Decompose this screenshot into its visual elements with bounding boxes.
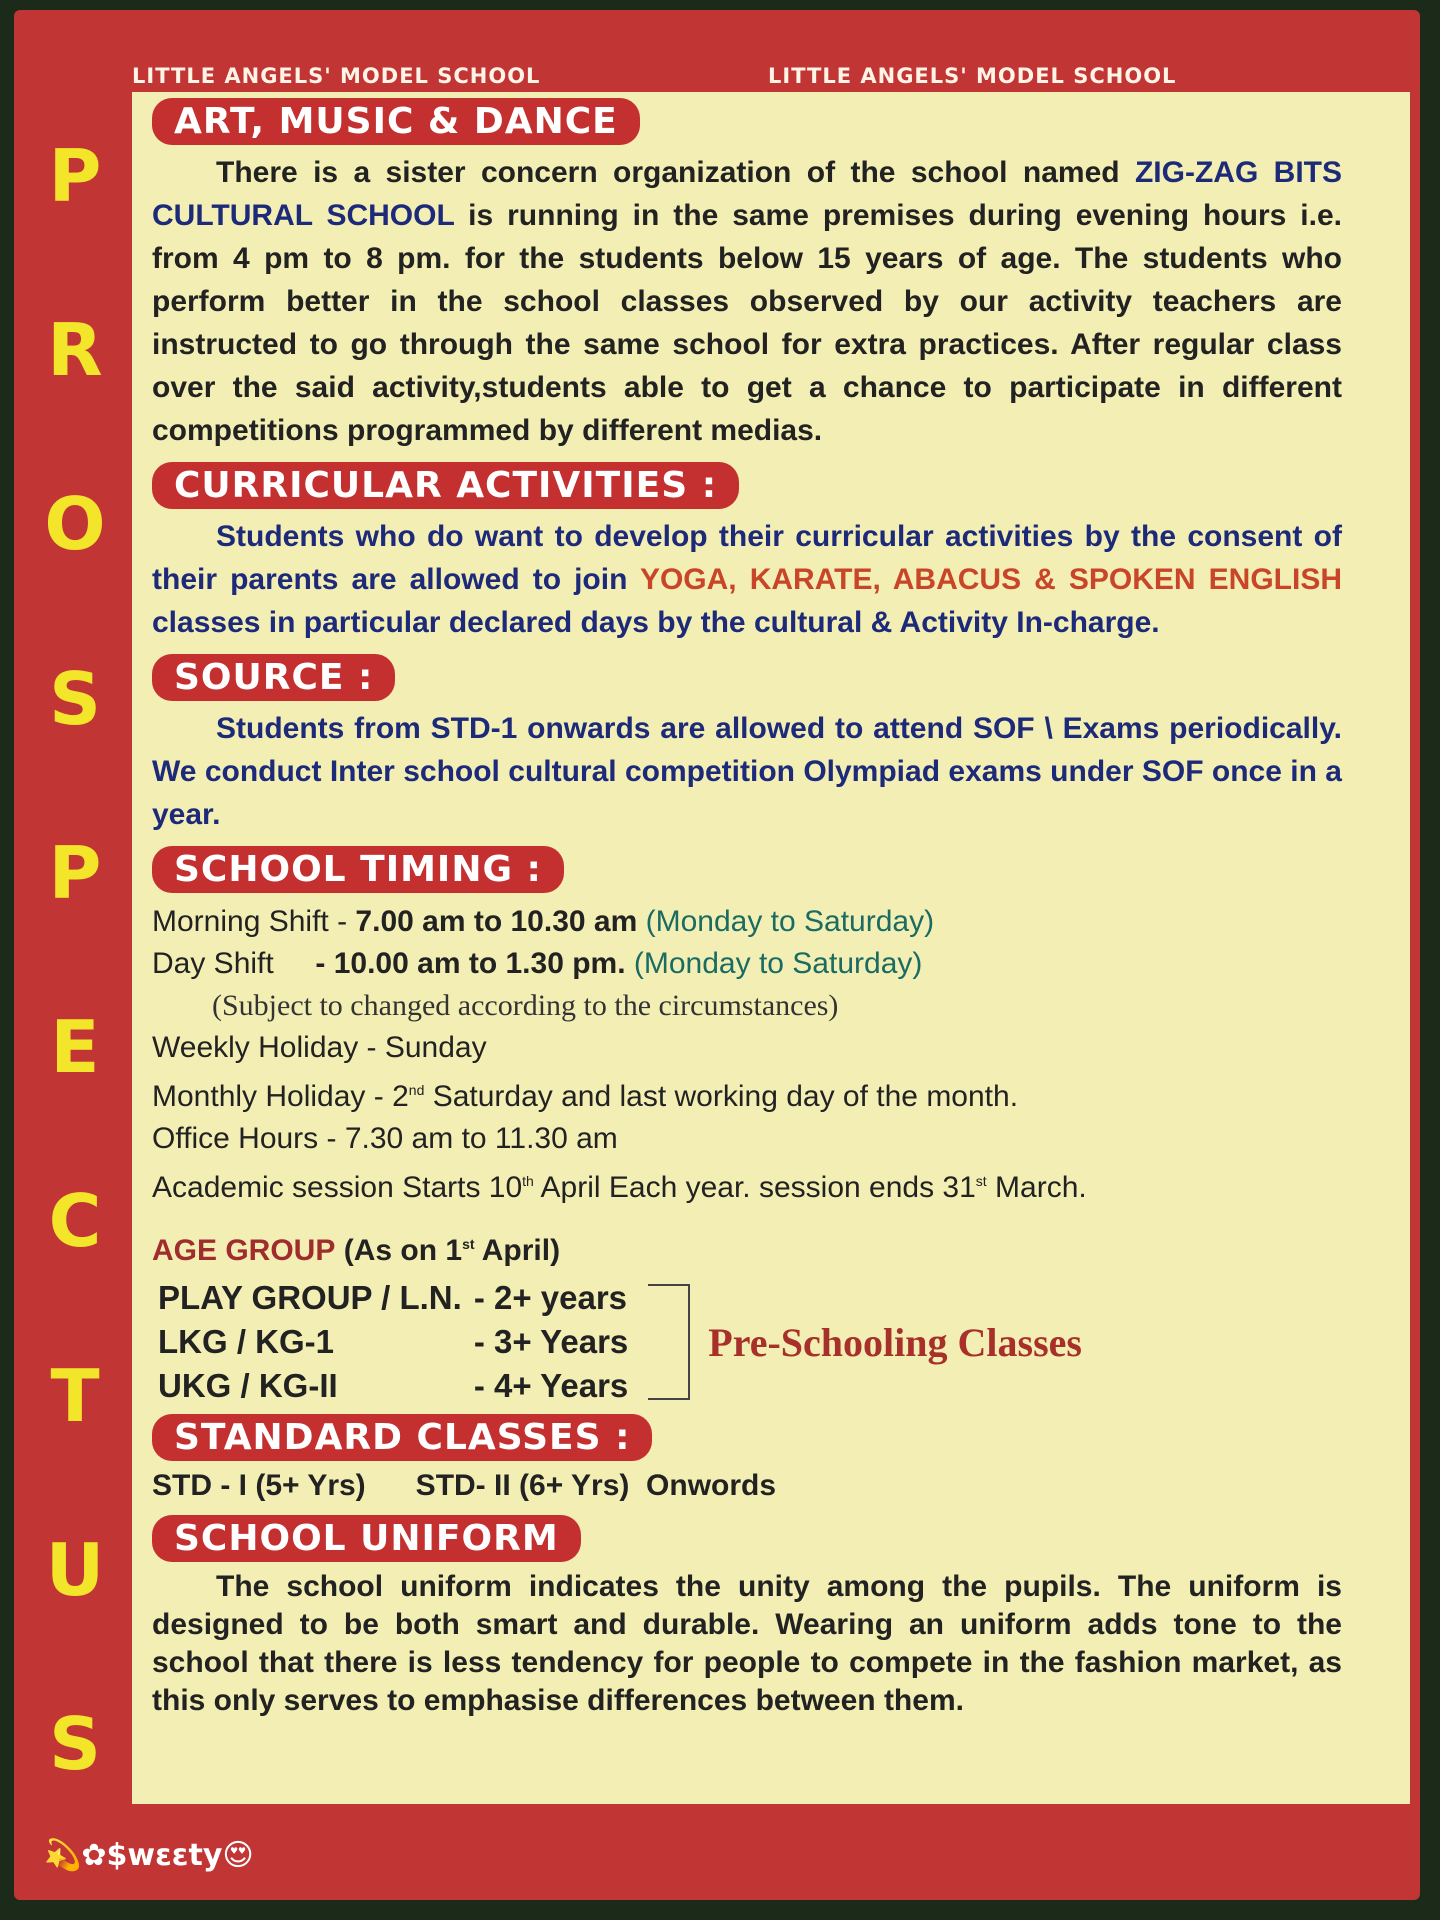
side-letter: P — [48, 830, 102, 915]
side-letter: C — [48, 1179, 102, 1264]
art-music-dance-heading: ART, MUSIC & DANCE — [152, 98, 640, 145]
weekly-holiday: Weekly Holiday - Sunday — [152, 1031, 487, 1064]
side-letter: E — [50, 1005, 100, 1090]
standard-classes-heading: STANDARD CLASSES : — [152, 1414, 652, 1461]
curricular-paragraph: Students who do want to develop their curricular activities by the consent of their parents are allowed to join YOGA, KARATE, ABACUS & SPOKEN ENGLISH classes in particular declared days by the cultural & Activity In-charge. — [152, 520, 1342, 639]
side-letter: S — [49, 656, 101, 741]
table-row: PLAY GROUP / L.N. - 2+ years — [158, 1279, 628, 1316]
school-uniform-heading: SCHOOL UNIFORM — [152, 1515, 581, 1562]
side-letter: S — [49, 1701, 101, 1786]
academic-session: Academic session Starts 10th April Each year. session ends 31st March. — [152, 1171, 1087, 1204]
school-name-header-left: LITTLE ANGELS' MODEL SCHOOL — [132, 64, 541, 88]
art-paragraph: There is a sister concern organization of the school named ZIG-ZAG BITS CULTURAL SCHOOL is running in the same premises during evening hours i.e. from 4 pm to 8 pm. for the students below 15 years of age. The students who perform better in the school classes observed by our activity teachers are instructed to go through the same school for extra practices. After regular class over the said activity,students able to get a chance to participate in different competitions programmed by different medias. — [152, 156, 1342, 447]
prospectus-vertical-letters — [20, 134, 130, 1786]
source-paragraph: Students from STD-1 onwards are allowed to attend SOF \ Exams periodically. We conduct Inter school cultural competition Olympiad exams under SOF once in a year. — [152, 712, 1342, 831]
table-row: UKG / KG-II - 4+ Years — [158, 1367, 629, 1404]
side-letter: O — [44, 482, 106, 567]
side-letter: U — [45, 1527, 105, 1612]
bracket — [648, 1284, 690, 1400]
side-letter: P — [48, 134, 102, 218]
monthly-holiday: Monthly Holiday - 2nd Saturday and last working day of the month. — [152, 1080, 1019, 1113]
table-row: LKG / KG-1 - 3+ Years — [158, 1323, 629, 1360]
morning-shift-row: Morning Shift - 7.00 am to 10.30 am (Monday to Saturday) — [152, 905, 935, 938]
school-name-header-right: LITTLE ANGELS' MODEL SCHOOL — [768, 64, 1177, 88]
pre-schooling-label: Pre-Schooling Classes — [708, 1319, 1082, 1365]
curricular-activities-heading: CURRICULAR ACTIVITIES : — [152, 462, 739, 509]
day-shift-row: Day Shift - 10.00 am to 1.30 pm. (Monday to Saturday) — [152, 947, 923, 980]
side-letter: R — [47, 308, 103, 393]
office-hours: Office Hours - 7.30 am to 11.30 am — [152, 1122, 618, 1155]
side-letter: T — [50, 1353, 100, 1438]
uniform-paragraph: The school uniform indicates the unity among the pupils. The uniform is designed to be both smart and durable. Wearing an uniform adds tone to the school that there is less tendency for people to compete in the fashion market, as this only serves to emphasise differences between them. — [152, 1570, 1342, 1717]
age-group-table — [152, 1276, 1342, 1408]
content — [152, 98, 1342, 1730]
timing-note: (Subject to changed according to the circumstances) — [212, 989, 839, 1022]
signature-watermark: 💫✿$wεεty😍 — [44, 1838, 254, 1873]
standard-classes-text: STD - I (5+ Yrs) STD- II (6+ Yrs) Onwords — [152, 1469, 777, 1502]
school-timing-heading: SCHOOL TIMING : — [152, 846, 564, 893]
source-heading: SOURCE : — [152, 654, 395, 701]
age-group-heading: AGE GROUP (As on 1st April) — [152, 1234, 561, 1267]
